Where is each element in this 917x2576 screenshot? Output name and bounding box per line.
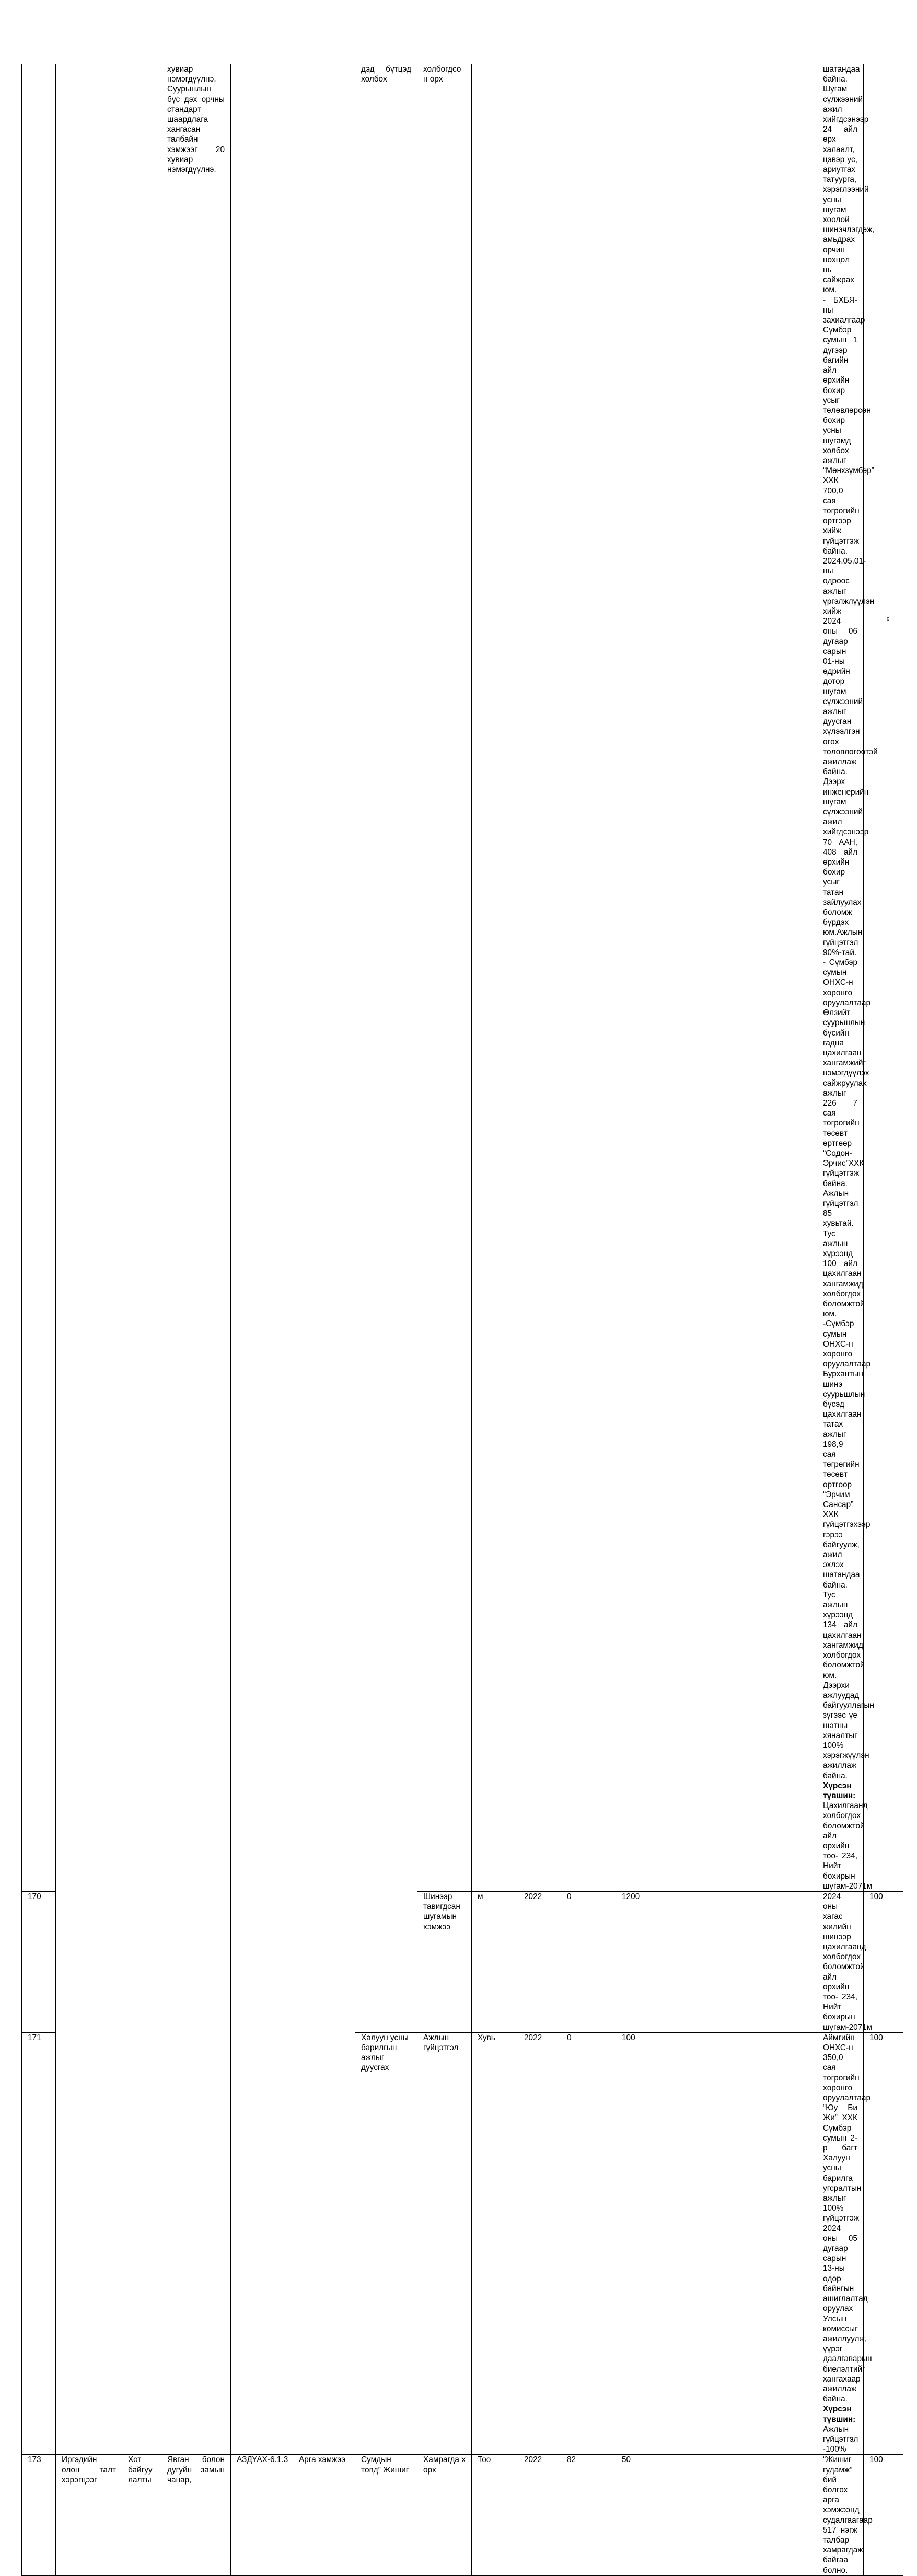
cell-year: 2022 — [518, 2455, 561, 2575]
cell-type: Арга хэмжээ — [293, 2455, 355, 2575]
cell-activity: дэд бүтцэд холбох — [355, 64, 417, 2033]
cell-base: 82 — [561, 2455, 616, 2575]
table-row-173 — [22, 2455, 903, 2575]
cell-progress-report: 2024 оны хагас жилийн шинээр цахилгаанд холбогдох боломжтой айл өрхийн тоо- 234, Нийт бохирын шугам-2071м — [817, 1891, 864, 2032]
cell-unit: м — [472, 1891, 518, 2032]
report-paragraph: -Сүмбэр сумын ОНХС-н хөрөнгө оруулалтаар Бурхантын шинэ суурьшлын бүсэд цахилгаан татах ажлыг 198,9 сая төгрөгийн төсөвт өртгөөр “Эрчим Сансар” ХХК гүйцэтгэхээр гэрээ байгуулж, ажил эхлэх шатандаа байна. Тус ажлын хүрээнд 134 айл цахилгаан хангамжид холбогдох боломжтой юм. — [823, 1319, 871, 1680]
cell-score: 100 — [864, 2455, 903, 2575]
cell-sector: Хот байгуу лалты — [122, 2455, 161, 2575]
cell-base: 0 — [561, 1891, 616, 2032]
cell-activity: Халуун усны барилгын ажлыг дуусгах — [355, 2032, 417, 2455]
cell-type — [293, 64, 355, 2455]
cell-code: АЗДҮАХ-6.1.3 — [231, 2455, 293, 2575]
result-text: Цахилгаанд холбогдох боломжтой айл өрхийн тоо- 234, Нийт бохирын шугам-2071м — [823, 1801, 873, 1891]
cell-target: 50 — [616, 2455, 817, 2575]
cell-score: 100 — [864, 1891, 903, 2032]
cell-unit — [472, 64, 518, 1892]
cell-score — [864, 64, 903, 1892]
cell-num: 173 — [22, 2455, 56, 2575]
report-result — [823, 1781, 873, 1891]
cell-progress-report: “Жишиг гудамж” бий болгох арга хэмжээнд судалгаагаар 517 нэгж талбар хамрагдаж байгаа болно. — [817, 2455, 864, 2575]
cell-code — [231, 64, 293, 2455]
result-label: Хүрсэн түвшин: — [823, 1781, 856, 1800]
cell-target-text: хувиар нэмэгдүүлнэ. Суурьшлын бүс дэх орчны стандарт шаардлага хангасан талбайн хэмжээг 20 хувиар нэмэгдүүлнэ. — [161, 64, 231, 2455]
cell-indicator: холбогдсо н өрх — [417, 64, 472, 1892]
page-number: 9 — [887, 617, 890, 623]
cell-year: 2022 — [518, 2032, 561, 2455]
cell-unit: Хувь — [472, 2032, 518, 2455]
report-paragraph: шатандаа байна. Шугам сүлжээний ажил хийгдсэнээр 24 айл өрх халаалт, цэвэр ус, ариутгах татуурга, хэрэглээний усны шугам хоолой шинэчлэгдэж, амьдрах орчин нөхцөл нь сайжрах юм. — [823, 65, 875, 295]
cell-base: 0 — [561, 2032, 616, 2455]
report-paragraph: Аймгийн ОНХС-н 350,0 сая төгрөгийн хөрөнгө оруулалтаар “Юу Би Жи” ХХК Сүмбэр сумын 2-р багт Халуун усны барилга угсралтын ажлыг 100% гүйцэтгэж 2024 оны 05 дугаар сарын 13-ны өдөр байнгын ашиглалтад оруулах Улсын комиссыг ажиллуулж, үүрэг даалгаварын биелэлтийг хангахаар ажиллаж байна. — [823, 2033, 872, 2404]
cell-num: 171 — [22, 2032, 56, 2455]
report-result — [823, 2404, 857, 2454]
cell-progress-report — [817, 2032, 872, 2455]
cell-indicator: Ажлын гүйцэтгэл — [417, 2032, 472, 2455]
cell-target — [616, 64, 817, 1892]
report-paragraph: - БХБЯ-ны захиалгаар Сүмбэр сумын 1 дүгээр багийн айл өрхийн бохир усыг төлөвлөрсөн бохир усны шугамд холбох ажлыг “Мөнхзүмбэр” ХХК 700,0 сая төгрөгийн өртгээр хийж гүйцэтгэж байна. 2024.05.01-ны өдрөөс ажлыг үргэлжлүүлэн хийж 2024 оны 06 дугаар сарын 01-ны өдрийн дотор шугам сүлжээний ажлыг дуусган хүлээлгэн өгөх төлөвлөгөөтэй ажиллаж байна. Дээрх инженерийн шугам сүлжээний ажил хийгдсэнээр 70 ААН, 408 айл өрхийн бохир усыг татан зайлуулах боломж бүрдэх юм.Ажлын гүйцэтгэл 90%-тай. — [823, 295, 878, 957]
cell-goal — [56, 64, 122, 2455]
cell-target: 100 — [616, 2032, 817, 2455]
cell-target-text: Явган болон дугуйн замын чанар, — [161, 2455, 231, 2575]
cell-goal: Иргэдийн олон талт хэрэгцээг — [56, 2455, 122, 2575]
result-label: Хүрсэн түвшин: — [823, 2405, 856, 2424]
cell-year: 2022 — [518, 1891, 561, 2032]
cell-activity: Сумдын төвд” Жишиг — [355, 2455, 417, 2575]
cell-num — [22, 64, 56, 1892]
cell-unit: Тоо — [472, 2455, 518, 2575]
cell-num: 170 — [22, 1891, 56, 2032]
cell-indicator: Шинээр тавигдсан шугамын хэмжээ — [417, 1891, 472, 2032]
cell-indicator: Хамрагда х өрх — [417, 2455, 472, 2575]
cell-target: 1200 — [616, 1891, 817, 2032]
cell-base — [561, 64, 616, 1892]
cell-score: 100 — [864, 2032, 903, 2455]
cell-year — [518, 64, 561, 1892]
table-row-continued — [22, 64, 903, 1892]
cell-progress-report — [817, 64, 878, 1892]
report-table — [21, 64, 903, 2576]
result-text: Ажлын гүйцэтгэл -100% — [823, 2424, 858, 2454]
report-paragraph: Дээрхи ажлуудад байгууллагын зүгээс үе шатны хяналтыг 100% хэрэгжүүлэн ажиллаж байна. — [823, 1681, 874, 1780]
cell-sector — [122, 64, 161, 2455]
report-paragraph: - Сүмбэр сумын ОНХС-н хөрөнгө оруулалтаар Өлзийт суурьшлын бүсийн гадна цахилгаан хангамжийг нэмэгдүүлэх сайжруулах ажлыг 226 7 сая төгрөгийн төсөвт өртгөөр “Содон-Эрчис”ХХК гүйцэтгэж байна. Ажлын гүйцэтгэл 85 хувьтай. Тус ажлын хүрээнд 100 айл цахилгаан хангамжид холбогдох боломжтой юм. — [823, 958, 871, 1319]
